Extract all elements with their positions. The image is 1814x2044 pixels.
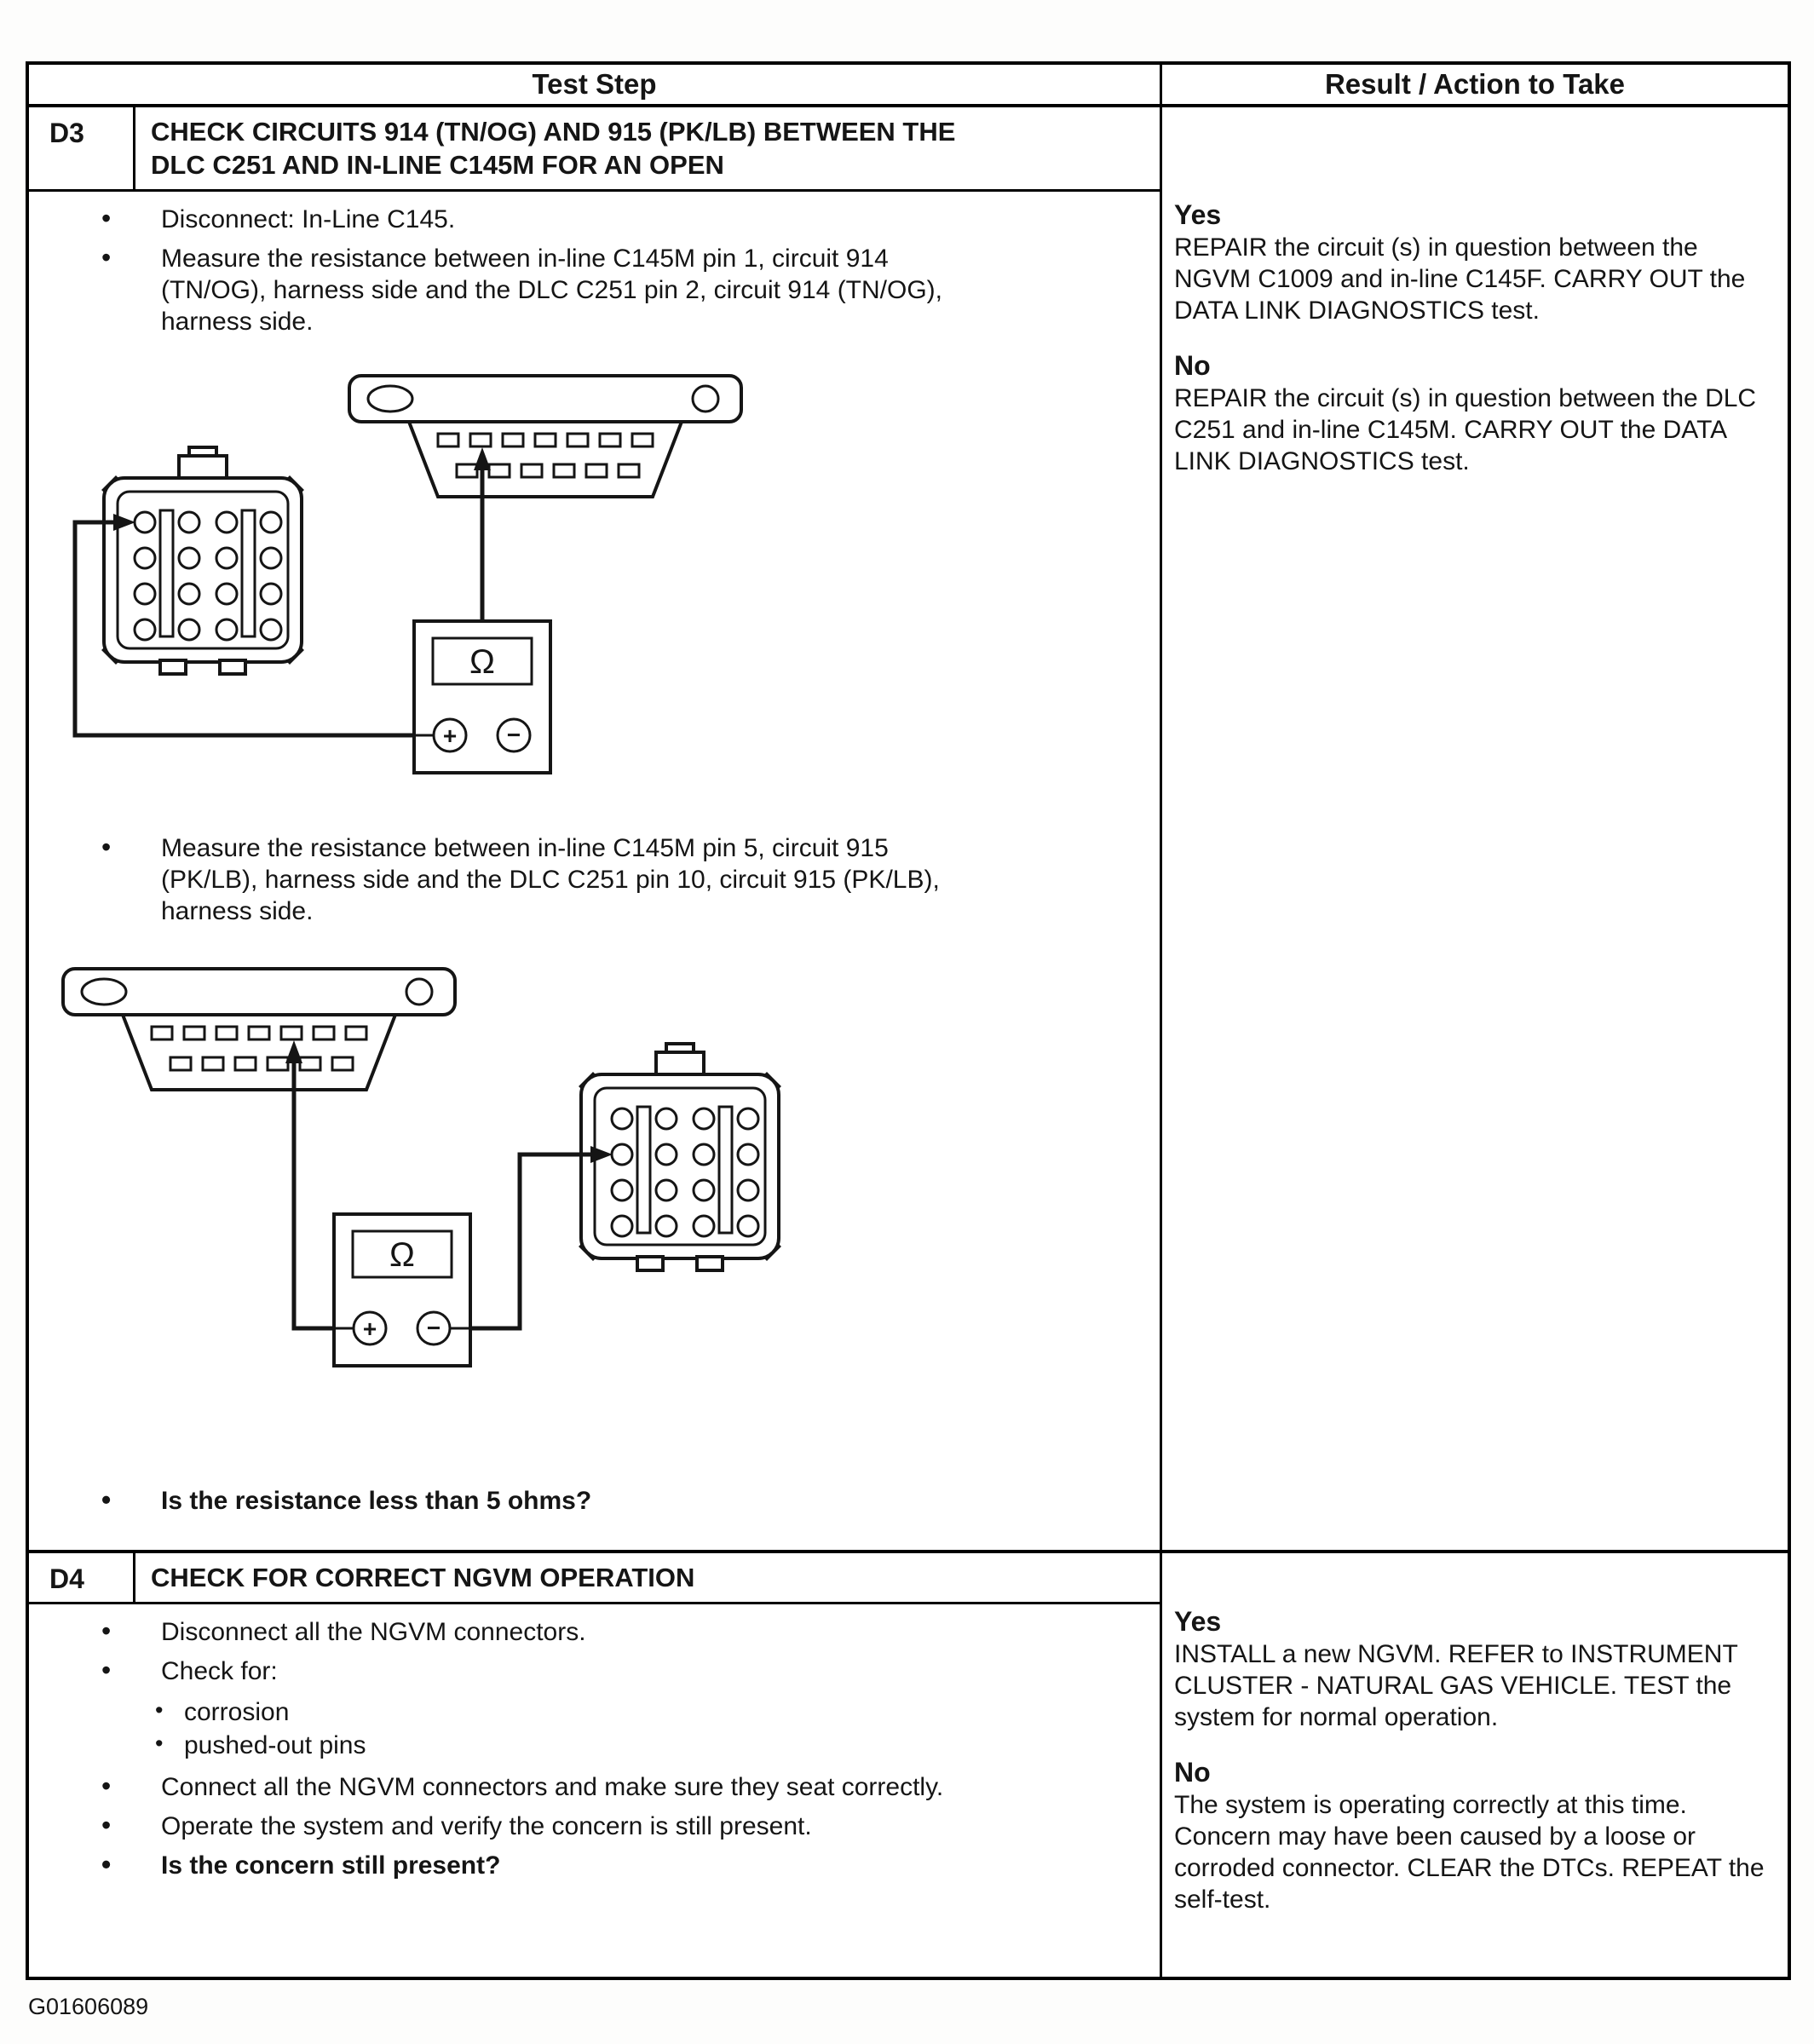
check-item: • corrosion: [153, 1696, 1144, 1728]
test-step-item: • Connect all the NGVM connectors and make sure they seat correctly.: [53, 1771, 990, 1803]
d4-step-id: D4: [29, 1553, 135, 1602]
d3-test-step-cell: [29, 107, 1162, 1550]
d3-question-list: [53, 1485, 1144, 1524]
test-step-item: • Measure the resistance between in-line C145M pin 5, circuit 915 (PK/LB), harness side and the DLC C251 pin 10, circuit 915 (PK/LB), harness side.: [53, 832, 990, 927]
table-header-row: [29, 65, 1788, 107]
d4-step-body: [29, 1604, 1160, 1977]
d4-check-items: [153, 1696, 1144, 1763]
d3-step-body: [29, 192, 1160, 1550]
d4-test-step-cell: [29, 1553, 1162, 1977]
d3-question: • Is the resistance less than 5 ohms?: [53, 1485, 990, 1517]
pinpoint-test-table: [26, 61, 1791, 1980]
figure-id-code: G01606089: [28, 1994, 149, 2019]
minus-terminal: −: [506, 722, 521, 748]
d3-result-action-cell: [1162, 107, 1788, 1550]
test-step-item: • Disconnect: In-Line C145.: [53, 204, 990, 235]
test-step-item: • Measure the resistance between in-line C145M pin 1, circuit 914 (TN/OG), harness side and the DLC C251 pin 2, circuit 914 (TN/OG), harness side.: [53, 243, 990, 337]
inline-connector-c145m: [104, 447, 302, 674]
d3-yes-label: Yes: [1174, 199, 1222, 230]
d3-step-list-2: [53, 832, 1144, 935]
test-section-d3: [29, 107, 1788, 1550]
ohm-symbol: Ω: [469, 643, 495, 681]
d4-question: • Is the concern still present?: [53, 1850, 990, 1881]
column-header-result-action: Result / Action to Take: [1324, 68, 1626, 100]
dlc-connector-c251: [63, 969, 455, 1090]
d4-no-label: No: [1174, 1757, 1211, 1788]
test-step-item: • Operate the system and verify the concern is still present.: [53, 1811, 990, 1842]
ohmmeter: [414, 621, 550, 773]
test-section-d4: [29, 1550, 1788, 1977]
d4-step-header: [29, 1553, 1160, 1604]
column-header-test-step: Test Step: [29, 65, 1162, 104]
plus-terminal: +: [442, 723, 458, 749]
resistance-test-diagram-circuit-914: [53, 366, 760, 792]
ohmmeter: [334, 1214, 470, 1366]
d4-yes-label: Yes: [1174, 1606, 1222, 1637]
d3-step-header: [29, 107, 1160, 192]
d3-yes-action: REPAIR the circuit (s) in question between the NGVM C1009 and in-line C145F. CARRY OUT the DATA LINK DIAGNOSTICS test.: [1174, 233, 1746, 325]
d3-step-id: D3: [29, 107, 135, 189]
d4-step-title: CHECK FOR CORRECT NGVM OPERATION: [151, 1563, 695, 1592]
d4-step-list-1: [53, 1616, 1144, 1695]
minus-terminal: −: [426, 1315, 441, 1341]
d3-step-list-1: [53, 204, 1144, 345]
check-item: • pushed-out pins: [153, 1730, 1144, 1761]
inline-connector-c145m: [581, 1044, 779, 1270]
d3-no-label: No: [1174, 350, 1211, 381]
d3-step-title: CHECK CIRCUITS 914 (TN/OG) AND 915 (PK/LB) BETWEEN THE DLC C251 AND IN-LINE C145M FOR AN OPEN: [151, 117, 956, 180]
test-step-item: • Disconnect all the NGVM connectors.: [53, 1616, 990, 1648]
dlc-connector-c251: [349, 376, 741, 497]
d4-yes-action: INSTALL a new NGVM. REFER to INSTRUMENT CLUSTER - NATURAL GAS VEHICLE. TEST the system for normal operation.: [1174, 1640, 1738, 1731]
d4-step-list-2: [53, 1771, 1144, 1889]
test-step-item: • Check for:: [53, 1655, 990, 1687]
d4-no-action: The system is operating correctly at this time. Concern may have been caused by a loose or corroded connector. CLEAR the DTCs. REPEAT the self-test.: [1174, 1791, 1765, 1914]
resistance-test-diagram-circuit-915: [53, 957, 820, 1383]
plus-terminal: +: [362, 1316, 377, 1342]
d4-result-action-cell: [1162, 1553, 1788, 1977]
d3-no-action: REPAIR the circuit (s) in question between the DLC C251 and in-line C145M. CARRY OUT the DATA LINK DIAGNOSTICS test.: [1174, 384, 1757, 475]
ohm-symbol: Ω: [389, 1236, 415, 1274]
